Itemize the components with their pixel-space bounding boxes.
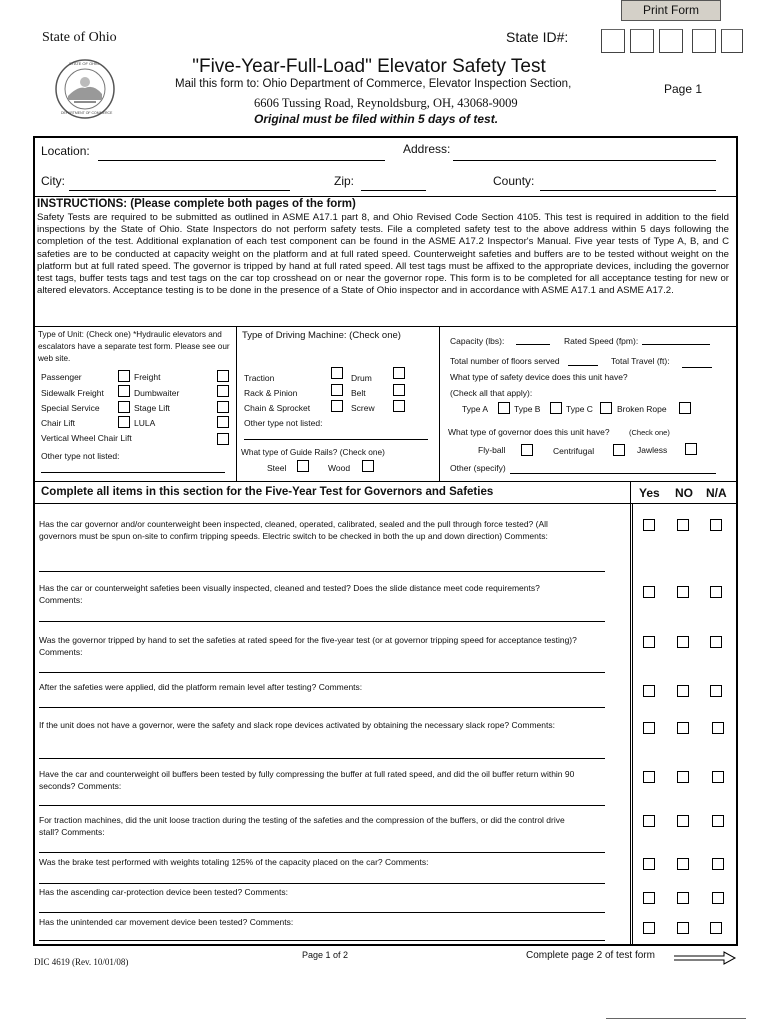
machine-other-field[interactable] — [244, 439, 428, 440]
q1-yes-checkbox[interactable] — [643, 519, 655, 531]
unit-sidewalk-checkbox[interactable] — [118, 385, 130, 397]
machine-traction-label: Traction — [244, 373, 275, 383]
q10-na-checkbox[interactable] — [710, 922, 722, 934]
q7-yes-checkbox[interactable] — [643, 815, 655, 827]
state-id-label: State ID#: — [506, 29, 569, 45]
unit-dumbwaiter-checkbox[interactable] — [217, 385, 229, 397]
col-no-header: NO — [675, 486, 693, 500]
comment-line-6[interactable] — [39, 805, 605, 806]
q9-no-checkbox[interactable] — [677, 892, 689, 904]
unit-special-checkbox[interactable] — [118, 401, 130, 413]
unit-dumbwaiter-label: Dumbwaiter — [134, 388, 180, 398]
page-of: Page 1 of 2 — [302, 950, 349, 960]
q1-na-checkbox[interactable] — [710, 519, 722, 531]
question-1: Has the car governor and/or counterweight been inspected, cleaned, operated, calibrated, sealed and the pull through force tested? (All governors must be spun on-site to confirm tripping speeds. Electric switch to be checked in both the up and down direction) Comments: — [39, 519, 548, 541]
governor-other-field[interactable] — [510, 473, 716, 474]
machine-traction-checkbox[interactable] — [331, 367, 343, 379]
county-field[interactable] — [540, 190, 716, 191]
speed-field[interactable] — [642, 344, 710, 345]
zip-label: Zip: — [334, 174, 355, 188]
governor-hint: (Check one) — [629, 428, 670, 437]
governor-centrifugal-label: Centrifugal — [553, 446, 595, 456]
question-6: Have the car and counterweight oil buffers been tested by fully compressing the buffer at full rated speed, and did the oil buffer return within 90 seconds? Comments: — [39, 769, 575, 791]
q7-na-checkbox[interactable] — [712, 815, 724, 827]
form-number: DIC 4619 (Rev. 10/01/08) — [34, 957, 129, 967]
q8-yes-checkbox[interactable] — [643, 858, 655, 870]
state-id-box-1[interactable] — [601, 29, 625, 53]
machine-other-label: Other type not listed: — [244, 418, 323, 428]
print-form-button[interactable]: Print Form — [621, 0, 721, 21]
section-title: Complete all items in this section for the Five-Year Test for Governors and Safeties — [41, 486, 494, 498]
comment-line-4[interactable] — [39, 707, 605, 708]
q6-na-checkbox[interactable] — [712, 771, 724, 783]
location-label: Location: — [41, 144, 90, 158]
q8-na-checkbox[interactable] — [712, 858, 724, 870]
unit-passenger-checkbox[interactable] — [118, 370, 130, 382]
governor-centrifugal-checkbox[interactable] — [613, 444, 625, 456]
machine-screw-label: Screw — [351, 403, 375, 413]
rails-wood-label: Wood — [328, 463, 351, 473]
unit-stagelift-label: Stage Lift — [134, 403, 170, 413]
machine-chain-label: Chain & Sprocket — [244, 403, 311, 413]
state-id-box-3[interactable] — [659, 29, 683, 53]
page-number: Page 1 — [664, 82, 703, 96]
safety-device-question: What type of safety device does this unit have? — [450, 372, 628, 382]
machine-drum-label: Drum — [351, 373, 372, 383]
address-field[interactable] — [453, 160, 716, 161]
col-divider — [236, 326, 237, 481]
travel-field[interactable] — [682, 367, 712, 368]
rails-steel-checkbox[interactable] — [297, 460, 309, 472]
q4-no-checkbox[interactable] — [677, 685, 689, 697]
q4-na-checkbox[interactable] — [710, 685, 722, 697]
question-8: Was the brake test performed with weights totaling 125% of the capacity placed on the car? Comments: — [39, 857, 429, 867]
safety-type-c-label: Type C — [566, 404, 593, 414]
state-label: State of Ohio — [42, 30, 117, 45]
instructions-body: Safety Tests are required to be submitted as outlined in ASME A17.1 part 8, and Ohio Revised Code Section 4105. This test is required in addition to the field inspections by the State of Ohio. State Inspectors do not perform safety tests. File a completed safety test to the above address within 5 days following the completion of the test. Additional explanation of each test component can be found in the ASME A17.2 Inspector's Manual. Five year tests of Type A, B, and C safeties are to be conducted at capacity weight on the platform and at full rated speed. Counterweight safeties and buffers are to be tested without weight on the platform but at full rated speed. The governor is tripped by hand at full rated speed. All test tags must be affixed to the appropriate devices, including the governor test tags, buffer tests tags and test tags on the car top crosshead on or near the governor rope. This form is to be completed for all acceptance testing for new or altered elevators. Acceptance testing is to be done in the presence of a State of Ohio inspector and in accordance with ASME A17.1 and ASME A17.2. — [37, 212, 729, 297]
unit-stagelift-checkbox[interactable] — [217, 401, 229, 413]
machine-header: Type of Driving Machine: (Check one) — [242, 330, 401, 341]
governor-flyball-label: Fly-ball — [478, 445, 506, 455]
unit-vwcl-checkbox[interactable] — [217, 433, 229, 445]
travel-label: Total Travel (ft): — [611, 356, 670, 366]
comment-line-10[interactable] — [39, 940, 605, 941]
location-field[interactable] — [98, 160, 385, 161]
question-5: If the unit does not have a governor, were the safety and slack rope devices activated by obtaining the necessary slack rope? Comments: — [39, 720, 555, 730]
comment-line-7[interactable] — [39, 852, 605, 853]
comment-line-2[interactable] — [39, 621, 605, 622]
mailing-address: 6606 Tussing Road, Reynoldsburg, OH, 43068-9009 — [254, 96, 518, 110]
governor-flyball-checkbox[interactable] — [521, 444, 533, 456]
seal-text-bottom: DEPARTMENT OF COMMERCE — [61, 111, 113, 115]
rails-wood-checkbox[interactable] — [362, 460, 374, 472]
q3-no-checkbox[interactable] — [677, 636, 689, 648]
city-field[interactable] — [69, 190, 290, 191]
answer-column — [630, 481, 631, 946]
governor-jawless-label: Jawless — [637, 445, 668, 455]
machine-screw-checkbox[interactable] — [393, 400, 405, 412]
page-edge-boxes — [606, 1018, 746, 1024]
floors-field[interactable] — [568, 365, 598, 366]
capacity-field[interactable] — [516, 344, 550, 345]
rails-header: What type of Guide Rails? (Check one) — [241, 447, 385, 457]
arrow-right-icon — [672, 950, 738, 971]
divider — [35, 326, 737, 327]
comment-line-8[interactable] — [39, 883, 605, 884]
capacity-label: Capacity (lbs): — [450, 336, 505, 346]
q6-yes-checkbox[interactable] — [643, 771, 655, 783]
divider — [35, 196, 737, 197]
unit-other-field[interactable] — [41, 472, 225, 473]
filing-deadline: Original must be filed within 5 days of test. — [254, 112, 499, 126]
state-id-box-4[interactable] — [692, 29, 716, 53]
seal-text-top: STATE OF OHIO — [69, 61, 100, 66]
floors-label: Total number of floors served — [450, 356, 560, 366]
form-title: "Five-Year-Full-Load" Elevator Safety Test — [192, 56, 546, 77]
question-7: For traction machines, did the unit loose traction during the testing of the safeties and the compression of the buffers, or did the control drive stall? Comments: — [39, 815, 565, 837]
q1-no-checkbox[interactable] — [677, 519, 689, 531]
unit-lula-checkbox[interactable] — [217, 416, 229, 428]
q2-yes-checkbox[interactable] — [643, 586, 655, 598]
question-9: Has the ascending car-protection device been tested? Comments: — [39, 887, 288, 897]
safety-type-c-checkbox[interactable] — [600, 402, 612, 414]
zip-field[interactable] — [361, 190, 426, 191]
question-2: Has the car or counterweight safeties been visually inspected, cleaned and tested? Does the slide distance meet code requirements? Comments: — [39, 583, 540, 605]
comment-line-9[interactable] — [39, 912, 605, 913]
machine-rack-label: Rack & Pinion — [244, 388, 298, 398]
machine-rack-checkbox[interactable] — [331, 384, 343, 396]
unit-lula-label: LULA — [134, 418, 156, 428]
comment-line-3[interactable] — [39, 672, 605, 673]
unit-chairlift-checkbox[interactable] — [118, 416, 130, 428]
unit-passenger-label: Passenger — [41, 372, 82, 382]
q3-yes-checkbox[interactable] — [643, 636, 655, 648]
mail-instructions: Mail this form to: Ohio Department of Commerce, Elevator Inspection Section, — [175, 78, 572, 90]
q9-na-checkbox[interactable] — [712, 892, 724, 904]
instructions-heading: INSTRUCTIONS: (Please complete both pages of the form) — [37, 198, 356, 210]
unit-special-label: Special Service — [41, 403, 100, 413]
q5-yes-checkbox[interactable] — [643, 722, 655, 734]
col-divider — [439, 326, 440, 481]
rails-steel-label: Steel — [267, 463, 287, 473]
q4-yes-checkbox[interactable] — [643, 685, 655, 697]
machine-belt-label: Belt — [351, 388, 366, 398]
safety-type-a-checkbox[interactable] — [498, 402, 510, 414]
q9-yes-checkbox[interactable] — [643, 892, 655, 904]
col-na-header: N/A — [706, 486, 727, 500]
col-yes-header: Yes — [639, 486, 660, 500]
safety-type-b-label: Type B — [514, 404, 541, 414]
unit-sidewalk-label: Sidewalk Freight — [41, 388, 104, 398]
unit-freight-label: Freight — [134, 372, 161, 382]
unit-chairlift-label: Chair Lift — [41, 418, 76, 428]
unit-vwcl-label: Vertical Wheel Chair Lift — [41, 433, 132, 443]
governor-other-label: Other (specify) — [450, 463, 506, 473]
question-4: After the safeties were applied, did the platform remain level after testing? Comments: — [39, 682, 363, 692]
machine-drum-checkbox[interactable] — [393, 367, 405, 379]
question-10: Has the unintended car movement device been tested? Comments: — [39, 917, 294, 927]
q7-no-checkbox[interactable] — [677, 815, 689, 827]
state-id-box-5[interactable] — [721, 29, 743, 53]
unit-freight-checkbox[interactable] — [217, 370, 229, 382]
governor-question: What type of governor does this unit have? — [448, 427, 610, 437]
unit-other-label: Other type not listed: — [41, 451, 120, 461]
q5-na-checkbox[interactable] — [712, 722, 724, 734]
machine-chain-checkbox[interactable] — [331, 400, 343, 412]
speed-label: Rated Speed (fpm): — [564, 336, 639, 346]
machine-belt-checkbox[interactable] — [393, 384, 405, 396]
q10-no-checkbox[interactable] — [677, 922, 689, 934]
q2-no-checkbox[interactable] — [677, 586, 689, 598]
q8-no-checkbox[interactable] — [677, 858, 689, 870]
address-label: Address: — [403, 142, 451, 156]
question-3: Was the governor tripped by hand to set the safeties at rated speed for the five-year test (or at governor tripping speed for acceptance testing)? Comments: — [39, 635, 577, 657]
next-page-note: Complete page 2 of test form — [526, 950, 655, 961]
divider — [35, 481, 737, 482]
q2-na-checkbox[interactable] — [710, 586, 722, 598]
safety-device-hint: (Check all that apply): — [450, 388, 533, 398]
safety-type-a-label: Type A — [462, 404, 488, 414]
answer-column — [632, 503, 633, 946]
safety-broken-rope-label: Broken Rope — [617, 404, 667, 414]
state-id-box-2[interactable] — [630, 29, 654, 53]
city-label: City: — [41, 174, 65, 188]
safety-type-b-checkbox[interactable] — [550, 402, 562, 414]
comment-line-1[interactable] — [39, 571, 605, 572]
q5-no-checkbox[interactable] — [677, 722, 689, 734]
q6-no-checkbox[interactable] — [677, 771, 689, 783]
county-label: County: — [493, 174, 535, 188]
comment-line-5[interactable] — [39, 758, 605, 759]
safety-broken-rope-checkbox[interactable] — [679, 402, 691, 414]
q3-na-checkbox[interactable] — [710, 636, 722, 648]
governor-jawless-checkbox[interactable] — [685, 443, 697, 455]
unit-type-header: Type of Unit: (Check one) *Hydraulic elevators and escalators have a separate test form. Please see our web site. — [38, 330, 230, 363]
q10-yes-checkbox[interactable] — [643, 922, 655, 934]
